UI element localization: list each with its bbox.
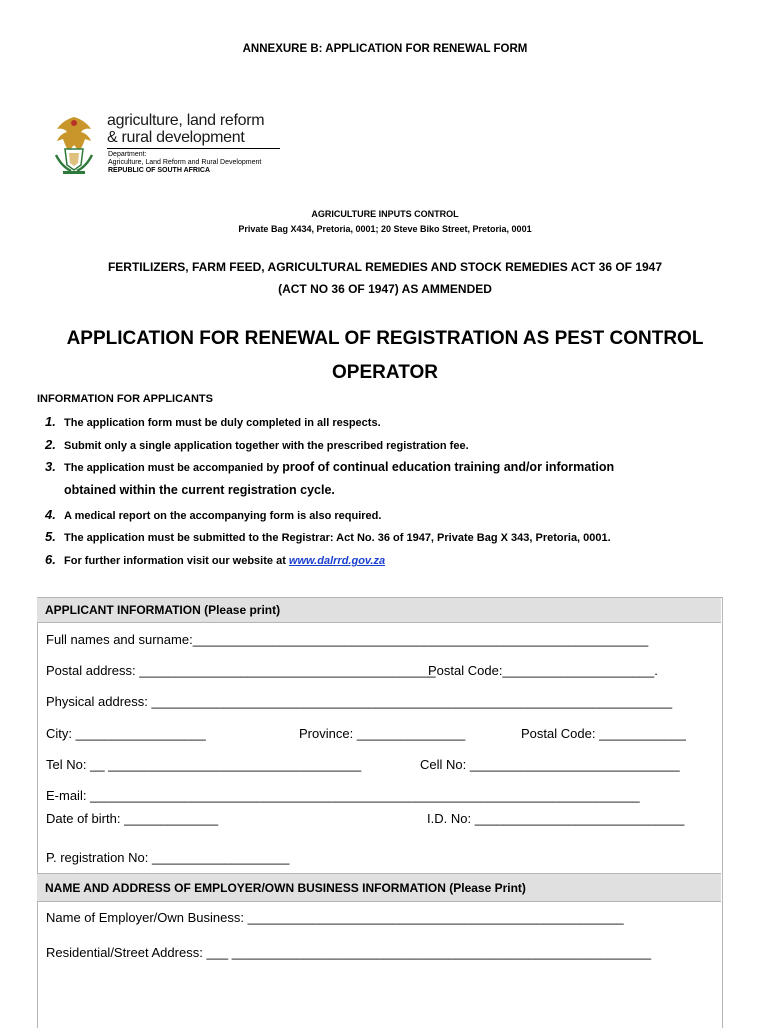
id-no-label: I.D. No: [427, 811, 472, 826]
tel-no-field[interactable]: Tel No: __ ___________________________________ [46, 757, 362, 772]
instruction-number: 3. [45, 459, 56, 474]
form-title-line2: OPERATOR [332, 362, 438, 383]
instruction-number: 2. [45, 437, 56, 452]
department-logo [51, 112, 291, 182]
instruction-item [45, 437, 469, 452]
coat-of-arms-icon [51, 115, 97, 175]
logo-text-line2: & rural development [107, 129, 245, 146]
province-field[interactable]: Province: _______________ [299, 726, 466, 741]
physical-address-field[interactable]: Physical address: ________________________________________________________________________ [46, 694, 673, 709]
instruction-number: 1. [45, 414, 56, 429]
tel-no-label: Tel No: [46, 757, 87, 772]
info-heading: INFORMATION FOR APPLICANTS [37, 393, 213, 405]
instruction-item [45, 459, 614, 474]
instruction-text: The application must be accompanied by [64, 462, 280, 474]
instruction-item [45, 507, 381, 522]
logo-divider [107, 148, 280, 149]
email-label: E-mail: [46, 788, 87, 803]
p-registration-label: P. registration No: [46, 850, 149, 865]
physical-address-label: Physical address: [46, 694, 148, 709]
postal-code-field[interactable]: Postal Code:_____________________. [428, 663, 658, 678]
instruction-continuation [64, 483, 335, 497]
instruction-item [45, 414, 381, 429]
office-name: AGRICULTURE INPUTS CONTROL [311, 209, 459, 219]
postal-code-label: Postal Code: [428, 663, 503, 678]
instruction-item [45, 529, 611, 544]
full-names-field[interactable]: Full names and surname:_______________________________________________________________ [46, 632, 649, 647]
postal-address-field[interactable]: Postal address: _________________________________________ [46, 663, 436, 678]
city-label: City: [46, 726, 72, 741]
instruction-item [45, 552, 385, 567]
instruction-text: The application must be submitted to the Registrar: Act No. 36 of 1947, Private Bag X 343, Pretoria, 0001. [64, 532, 611, 544]
postal-address-label: Postal address: [46, 663, 136, 678]
instruction-text: The application form must be duly completed in all respects. [64, 417, 381, 429]
instruction-text: Submit only a single application together with the prescribed registration fee. [64, 440, 469, 452]
instruction-text-continued: obtained within the current registration cycle. [64, 483, 335, 497]
postal-code-field-2[interactable]: Postal Code: ____________ [521, 726, 686, 741]
instruction-text-emphasis: proof of continual education training and/or information [282, 460, 615, 474]
instruction-number: 6. [45, 552, 56, 567]
dob-label: Date of birth: [46, 811, 121, 826]
office-address: Private Bag X434, Pretoria, 0001; 20 Steve Biko Street, Pretoria, 0001 [238, 224, 532, 234]
province-label: Province: [299, 726, 354, 741]
employer-name-field[interactable]: Name of Employer/Own Business: ____________________________________________________ [46, 910, 624, 925]
instruction-text: A medical report on the accompanying form is also required. [64, 510, 382, 522]
annexure-title: ANNEXURE B: APPLICATION FOR RENEWAL FORM [242, 43, 528, 55]
email-field[interactable]: E-mail: ____________________________________________________________________________ [46, 788, 640, 803]
instruction-text: For further information visit our website at [64, 555, 286, 567]
p-registration-field[interactable]: P. registration No: ___________________ [46, 850, 290, 865]
website-link[interactable]: www.dalrrd.gov.za [288, 555, 386, 567]
full-names-label: Full names and surname: [46, 632, 193, 647]
city-field[interactable]: City: __________________ [46, 726, 206, 741]
employer-section-heading: NAME AND ADDRESS OF EMPLOYER/OWN BUSINESS INFORMATION (Please Print) [37, 873, 721, 902]
instruction-number: 5. [45, 529, 56, 544]
cell-no-field[interactable]: Cell No: _____________________________ [420, 757, 680, 772]
logo-department-label: Department: [108, 151, 147, 158]
dob-field[interactable]: Date of birth: _____________ [46, 811, 219, 826]
residential-address-field[interactable]: Residential/Street Address: ___ __________________________________________________________ [46, 945, 652, 960]
id-no-field[interactable]: I.D. No: _____________________________ [427, 811, 685, 826]
form-title-line1: APPLICATION FOR RENEWAL OF REGISTRATION AS PEST CONTROL [66, 328, 704, 349]
act-title-line1: FERTILIZERS, FARM FEED, AGRICULTURAL REMEDIES AND STOCK REMEDIES ACT 36 OF 1947 [107, 260, 663, 274]
act-title-line2: (ACT NO 36 OF 1947) AS AMMENDED [278, 282, 492, 296]
postal-code-label-2: Postal Code: [521, 726, 596, 741]
logo-text-line1: agriculture, land reform [107, 112, 265, 129]
applicant-section-heading: APPLICANT INFORMATION (Please print) [37, 597, 721, 623]
logo-country: REPUBLIC OF SOUTH AFRICA [108, 167, 211, 174]
employer-name-label: Name of Employer/Own Business: [46, 910, 244, 925]
logo-department-name: Agriculture, Land Reform and Rural Development [108, 159, 262, 166]
instruction-number: 4. [45, 507, 56, 522]
residential-address-label: Residential/Street Address: [46, 945, 203, 960]
cell-no-label: Cell No: [420, 757, 467, 772]
